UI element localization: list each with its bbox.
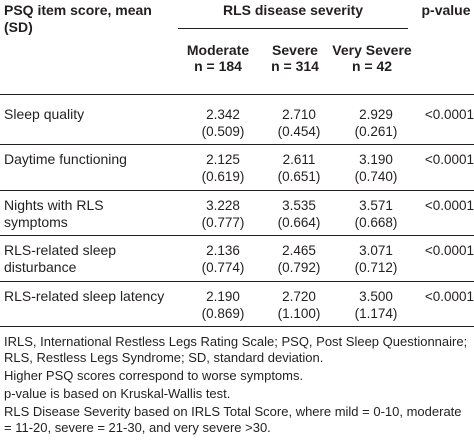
- cell-mean: [341, 106, 411, 140]
- cell-mean-value: 2.125: [206, 152, 240, 167]
- cell-mean-value: 3.500: [359, 289, 393, 304]
- cell-mean: [188, 151, 258, 185]
- cell-mean: [188, 197, 258, 231]
- cell-mean-value: 2.465: [282, 243, 316, 258]
- row-divider: [0, 144, 474, 145]
- cell-mean-value: 2.710: [282, 107, 316, 122]
- header-rule: [0, 94, 474, 95]
- cell-mean-value: 2.342: [206, 107, 240, 122]
- row-divider: [0, 281, 474, 282]
- table-bottom-rule: [0, 326, 474, 327]
- subheader-very-severe-n: n = 42: [351, 58, 393, 74]
- cell-sd-value: (0.712): [354, 260, 398, 275]
- cell-sd-value: (0.261): [354, 124, 398, 139]
- cell-p-value: <0.0001: [424, 243, 474, 258]
- cell-mean: [188, 106, 258, 140]
- cell-sd-value: (0.792): [277, 260, 321, 275]
- footnote-p-value-test: p-value is based on Kruskal-Wallis test.: [4, 386, 231, 401]
- cell-mean: [264, 151, 334, 185]
- cell-sd-value: (0.619): [201, 169, 245, 184]
- row-divider: [0, 235, 474, 236]
- cell-mean: [264, 106, 334, 140]
- subheader-very-severe: [332, 42, 412, 74]
- cell-mean-value: 2.190: [206, 289, 240, 304]
- cell-mean-value: 2.136: [206, 243, 240, 258]
- cell-sd-value: (0.664): [277, 215, 321, 230]
- cell-mean-value: 3.571: [359, 198, 393, 213]
- header-item-score: PSQ item score, mean (SD): [4, 2, 152, 35]
- cell-sd-value: (0.740): [354, 169, 398, 184]
- cell-sd-value: (0.869): [201, 306, 245, 321]
- cell-mean: [264, 197, 334, 231]
- cell-sd-value: (0.777): [201, 215, 245, 230]
- row-label-nights-with-rls: Nights with RLS symptoms: [4, 197, 104, 230]
- footnote-severity-definition: RLS Disease Severity based on IRLS Total Score, where mild = 0-10, moderate = 11-20, severe = 21-30, and very severe >30.: [4, 404, 462, 435]
- row-divider: [0, 190, 474, 191]
- cell-sd-value: (0.668): [354, 215, 398, 230]
- cell-p-value: <0.0001: [424, 198, 474, 213]
- row-label-sleep-quality: Sleep quality: [4, 106, 85, 122]
- cell-mean-value: 2.929: [359, 107, 393, 122]
- row-label-sleep-latency: RLS-related sleep latency: [4, 288, 165, 304]
- cell-sd-value: (1.174): [354, 306, 398, 321]
- footnote-abbreviations: IRLS, International Restless Legs Rating Scale; PSQ, Post Sleep Questionnaire; RLS, Restless Legs Syndrome; SD, standard deviation.: [4, 334, 468, 365]
- cell-mean: [264, 288, 334, 322]
- cell-sd-value: (0.454): [277, 124, 321, 139]
- cell-mean-value: 3.228: [206, 198, 240, 213]
- cell-sd-value: (0.509): [201, 124, 245, 139]
- cell-mean: [188, 288, 258, 322]
- subheader-moderate: [178, 42, 258, 74]
- group-rule: [178, 28, 408, 29]
- cell-mean: [341, 151, 411, 185]
- footnote-higher-scores: Higher PSQ scores correspond to worse symptoms.: [4, 368, 304, 383]
- row-label-sleep-disturbance: RLS-related sleep disturbance: [4, 242, 117, 275]
- row-label-daytime-functioning: Daytime functioning: [4, 151, 127, 167]
- cell-mean: [188, 242, 258, 276]
- cell-sd-value: (1.100): [277, 306, 321, 321]
- cell-mean-value: 3.535: [282, 198, 316, 213]
- cell-mean-value: 3.190: [359, 152, 393, 167]
- cell-mean: [341, 242, 411, 276]
- header-disease-severity: RLS disease severity: [222, 2, 364, 18]
- cell-p-value: <0.0001: [424, 152, 474, 167]
- subheader-moderate-n: n = 184: [194, 58, 242, 74]
- cell-mean: [341, 288, 411, 322]
- cell-mean: [264, 242, 334, 276]
- cell-sd-value: (0.774): [201, 260, 245, 275]
- cell-p-value: <0.0001: [424, 107, 474, 122]
- cell-mean-value: 3.071: [359, 243, 393, 258]
- subheader-severe-n: n = 314: [271, 58, 319, 74]
- subheader-very-severe-name: Very Severe: [332, 42, 412, 58]
- header-p-value: p-value: [421, 2, 471, 18]
- subheader-severe: [255, 42, 335, 74]
- subheader-moderate-name: Moderate: [186, 42, 250, 58]
- cell-p-value: <0.0001: [424, 289, 474, 304]
- subheader-severe-name: Severe: [272, 42, 318, 58]
- cell-sd-value: (0.651): [277, 169, 321, 184]
- cell-mean-value: 2.611: [282, 152, 316, 167]
- cell-mean-value: 2.720: [282, 289, 316, 304]
- cell-mean: [341, 197, 411, 231]
